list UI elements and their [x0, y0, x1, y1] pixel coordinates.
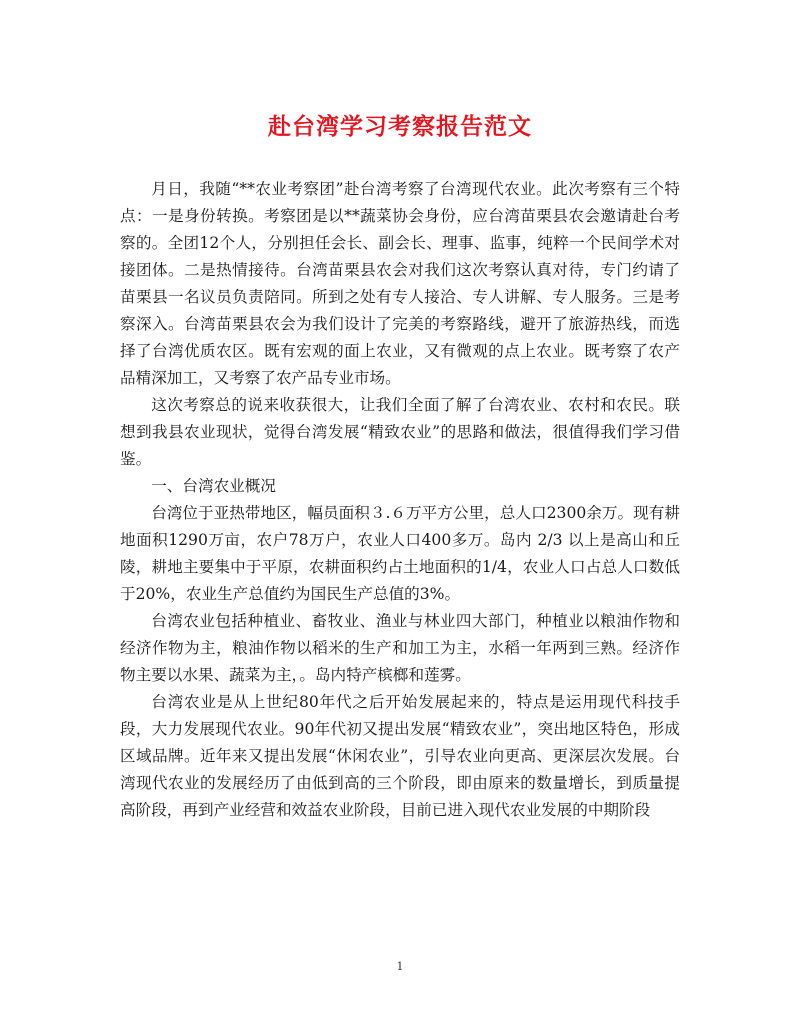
paragraph-summary: 这次考察总的说来收获很大，让我们全面了解了台湾农业、农村和农民。联想到我县农业现状，觉得台湾发展“精致农业”的思路和做法，很值得我们学习借鉴。 — [120, 396, 680, 468]
paragraph-sectors: 台湾农业包括种植业、畜牧业、渔业与林业四大部门，种植业以粮油作物和经济作物为主，粮油作物以稻米的生产和加工为主，水稻一年两到三熟。经济作物主要以水果、蔬菜为主，。岛内特产槟榔和莲雾。 — [120, 612, 680, 684]
paragraph-overview: 台湾位于亚热带地区，幅员面积３.６万平方公里，总人口2300余万。现有耕地面积1290万亩，农户78万户，农业人口400多万。岛内 2/3 以上是高山和丘陵，耕地主要集中于平原，农耕面积约占土地面积的1/4，农业人口占总人口数低于20%，农业生产总值约为国民生产总值的3%。 — [120, 504, 680, 603]
paragraph-history: 台湾农业是从上世纪80年代之后开始发展起来的，特点是运用现代科技手段，大力发展现代农业。90年代初又提出发展“精致农业”，突出地区特色，形成区域品牌。近年来又提出发展“休闲农业”，引导农业向更高、更深层次发展。台湾现代农业的发展经历了由低到高的三个阶段，即由原来的数量增长，到质量提高阶段，再到产业经营和效益农业阶段，目前已进入现代农业发展的中期阶段 — [120, 693, 680, 819]
document-body — [120, 176, 680, 824]
section-heading: 一、台湾农业概况 — [151, 477, 276, 495]
page-number: 1 — [396, 960, 404, 973]
document-title: 赴台湾学习考察报告范文 — [268, 113, 532, 140]
paragraph-intro: 月日，我随“**农业考察团”赴台湾考察了台湾现代农业。此次考察有三个特点：一是身份转换。考察团是以**蔬菜协会身份，应台湾苗栗县农会邀请赴台考察的。全团12个人，分别担任会长、副会长、理事、监事，纯粹一个民间学术对接团体。二是热情接待。台湾苗栗县农会对我们这次考察认真对待，专门约请了苗栗县一名议员负责陪同。所到之处有专人接洽、专人讲解、专人服务。三是考察深入。台湾苗栗县农会为我们设计了完美的考察路线，避开了旅游热线，而选择了台湾优质农区。既有宏观的面上农业，又有微观的点上农业。既考察了农产品精深加工，又考察了农产品专业市场。 — [120, 180, 680, 387]
